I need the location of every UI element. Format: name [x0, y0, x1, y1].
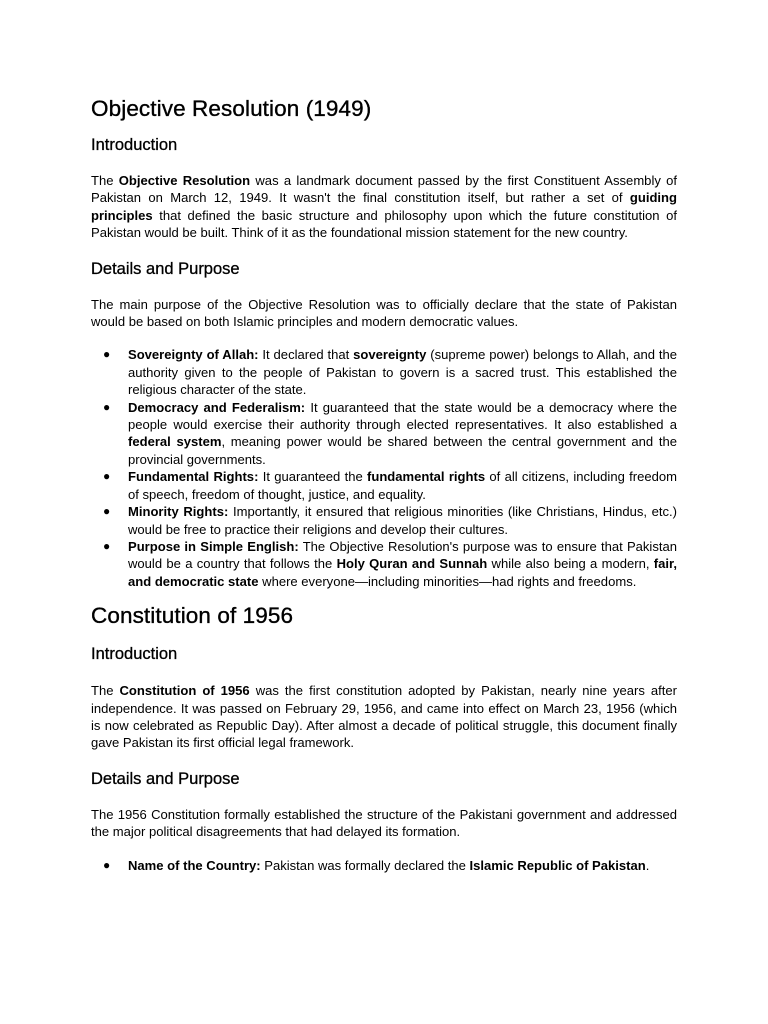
bullet-icon: ● [103, 504, 111, 519]
heading-introduction: Introduction [91, 645, 178, 664]
bullet-list-constitution-1956 [91, 857, 677, 874]
heading-introduction: Introduction [91, 136, 178, 154]
list-item-fundamental-rights: ● Fundamental Rights: It guaranteed the fundamental rights of all citizens, including freedom of speech, freedom of thought, justice, and equality. [103, 469, 677, 502]
paragraph-details: The 1956 Constitution formally established the structure of the Pakistani government and addressed the major political disagreements that had delayed its formation. [91, 806, 677, 840]
section-title-objective-resolution: Objective Resolution (1949) [91, 96, 372, 121]
list-item-democracy: ● Democracy and Federalism: It guaranteed that the state would be a democracy where the people would exercise their authority through elected representatives. It also established a federal system, meaning power would be shared between the central government and the provincial governments. [103, 399, 677, 467]
list-item-name-of-country: ● Name of the Country: Pakistan was formally declared the Islamic Republic of Pakistan. [103, 857, 650, 873]
section-title-constitution-1956: Constitution of 1956 [91, 603, 294, 629]
bullet-icon: ● [103, 538, 111, 553]
paragraph-introduction: The Constitution of 1956 was the first constitution adopted by Pakistan, nearly nine years after independence. It was passed on February 29, 1956, and came into effect on March 23, 1956 (which is now celebrated as Republic Day). After almost a decade of political struggle, this document finally gave Pakistan its first official legal framework. [91, 683, 678, 751]
list-item-sovereignty: ● Sovereignty of Allah: It declared that sovereignty (supreme power) belongs to Allah, and the authority given to the people of Pakistan to govern is a sacred trust. This established the religious character of the state. [103, 347, 677, 398]
heading-details-and-purpose: Details and Purpose [91, 259, 240, 278]
paragraph-introduction: The Objective Resolution was a landmark document passed by the first Constituent Assembly of Pakistan on March 12, 1949. It wasn't the final constitution itself, but rather a set of guiding principles that defined the basic structure and philosophy upon which the future constitution of Pakistan would be built. Think of it as the foundational mission statement for the new country. [91, 173, 677, 241]
bullet-list-objective-resolution [91, 346, 677, 590]
document-page [91, 90, 677, 874]
paragraph-details: The main purpose of the Objective Resolution was to officially declare that the state of Pakistan would be based on both Islamic principles and modern democratic values. [91, 296, 677, 330]
bullet-icon: ● [103, 399, 111, 414]
bullet-icon: ● [103, 469, 111, 484]
list-item-purpose: ● Purpose in Simple English: The Objective Resolution's purpose was to ensure that Pakistan would be a country that follows the Holy Quran and Sunnah while also being a modern, fair, and democratic state where everyone—including minorities—had rights and freedoms. [103, 538, 677, 589]
bullet-icon: ● [103, 857, 111, 872]
list-item-minority-rights: ● Minority Rights: Importantly, it ensured that religious minorities (like Christians, Hindus, etc.) would be free to practice their religions and develop their cultures. [103, 504, 678, 537]
heading-details-and-purpose: Details and Purpose [91, 769, 240, 788]
bullet-icon: ● [103, 347, 111, 362]
